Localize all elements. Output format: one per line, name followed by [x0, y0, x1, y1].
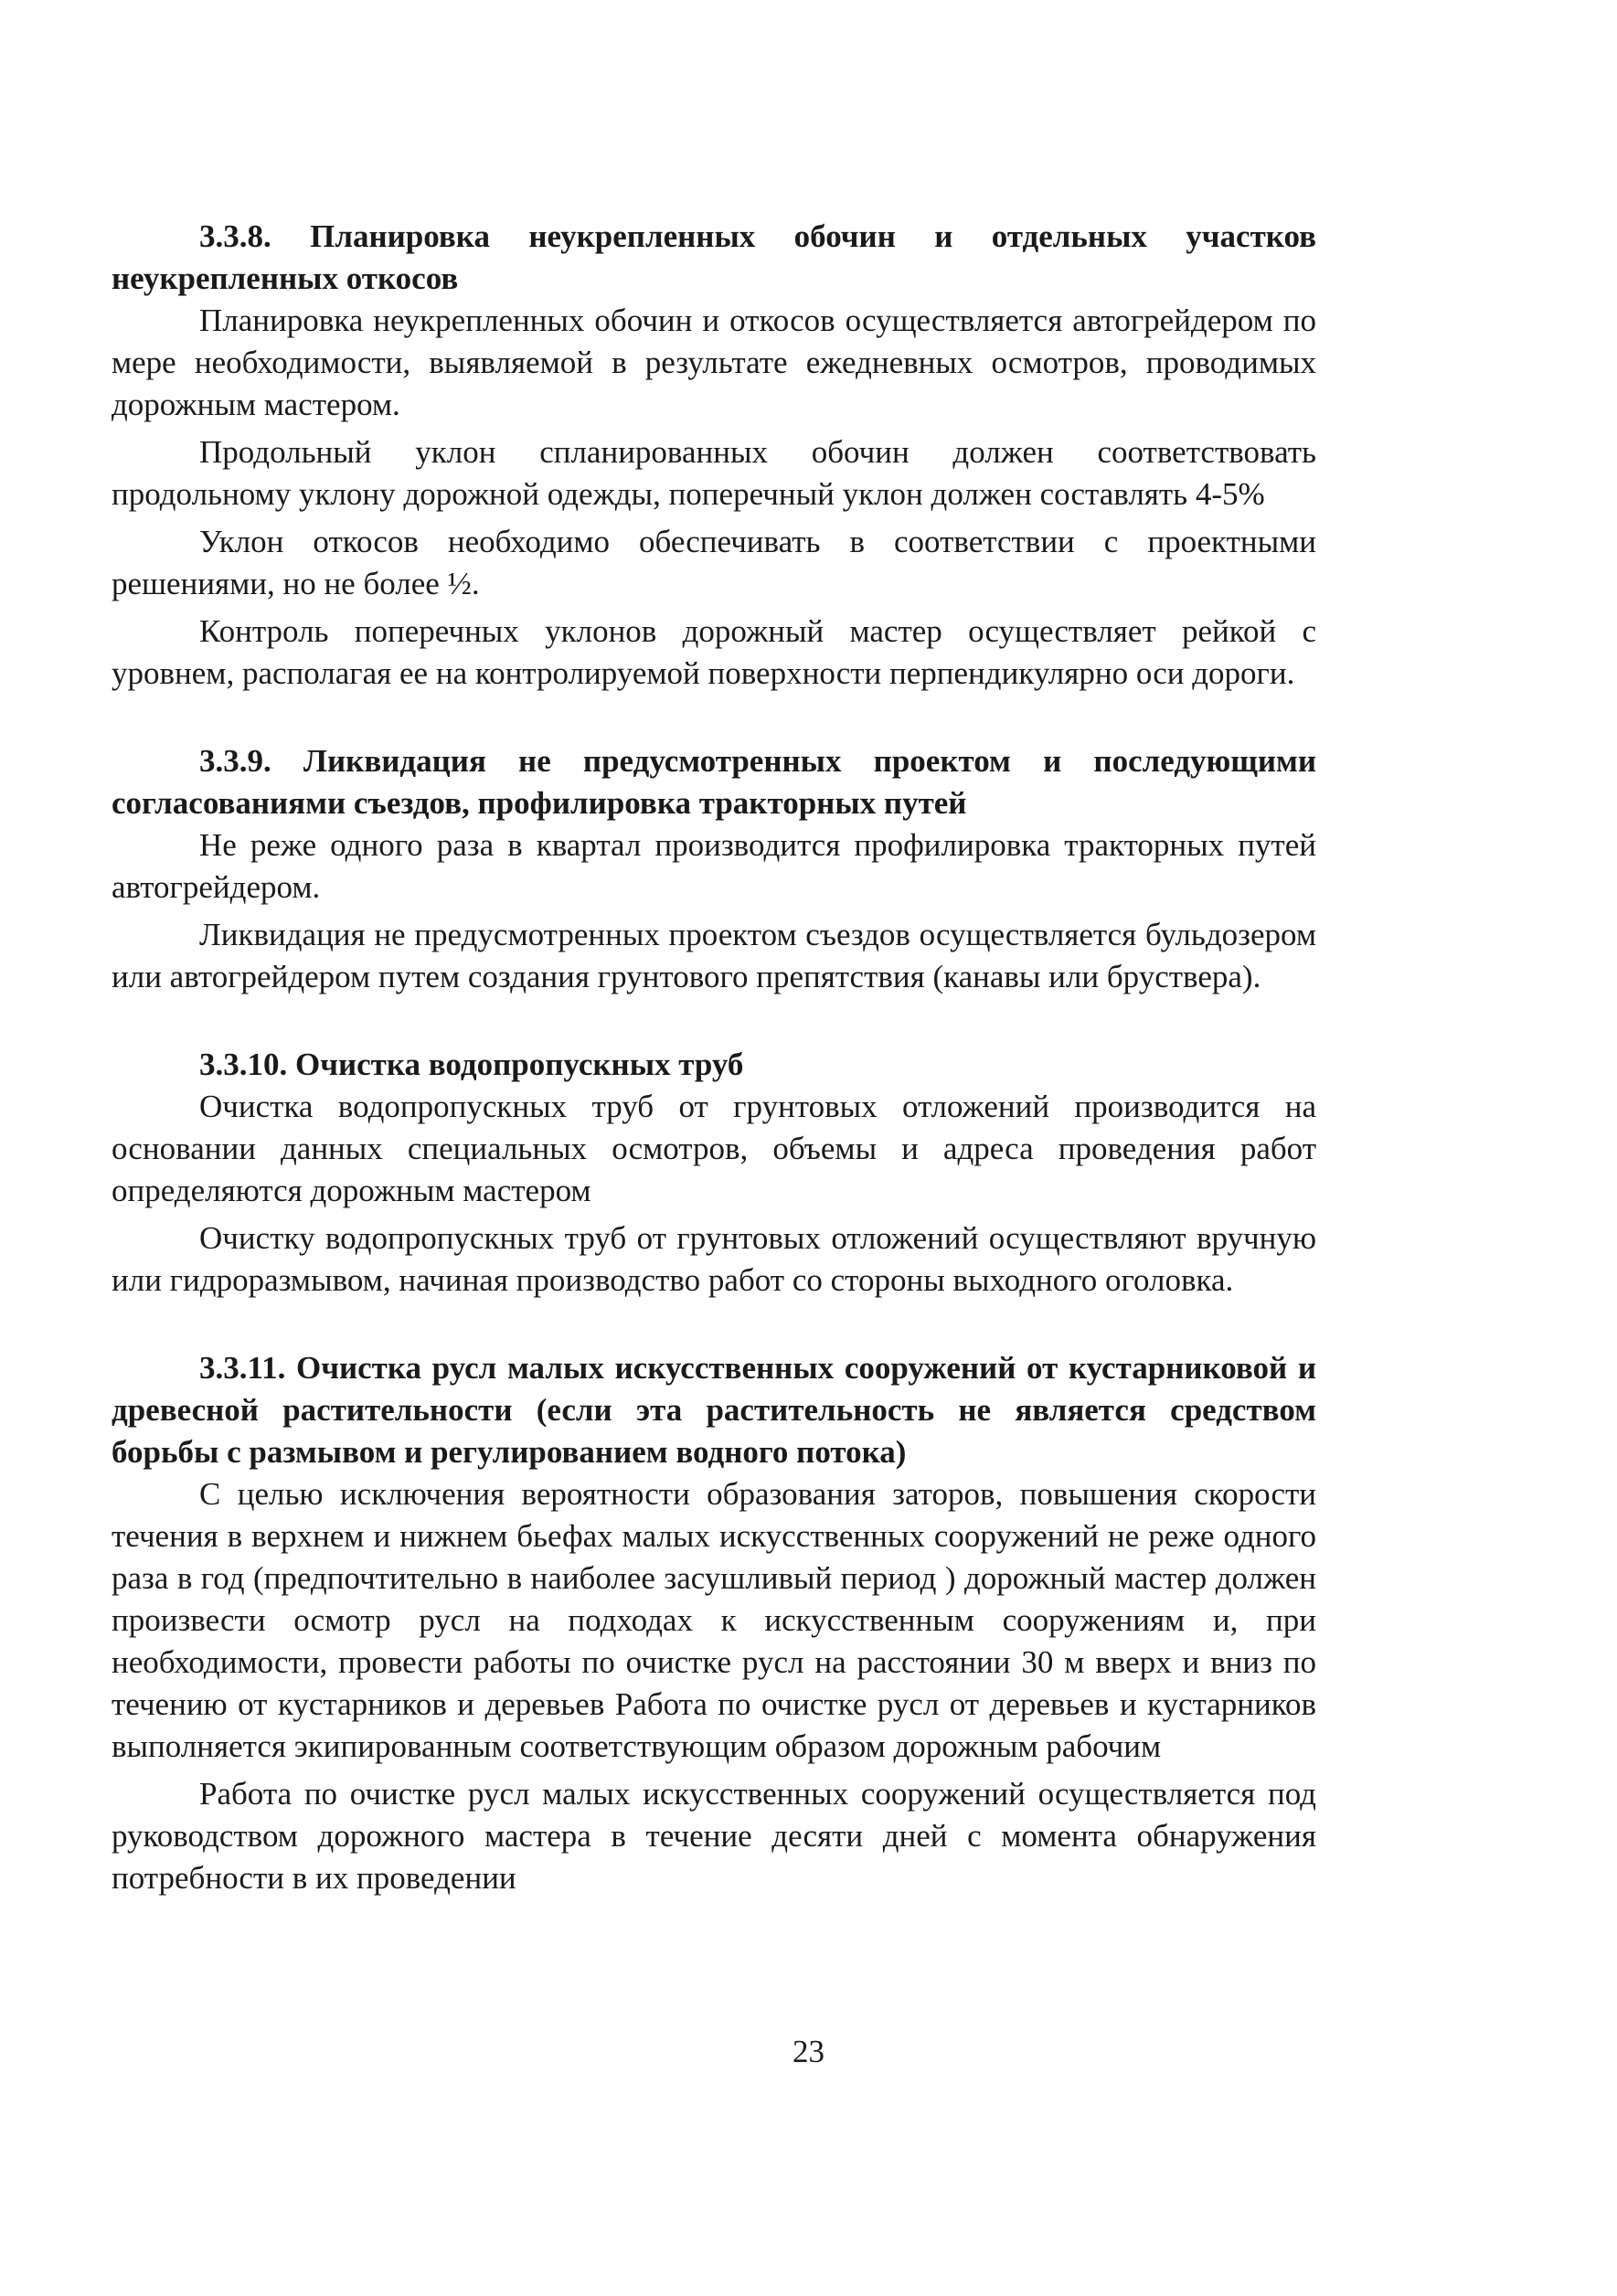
section-heading: 3.3.9. Ликвидация не предусмотренных проектом и последующими согласованиями съездов, профилировка тракторных путей: [112, 743, 1316, 821]
paragraph: Очистка водопропускных труб от грунтовых отложений производится на основании данных специальных осмотров, объемы и адреса проведения работ определяются дорожным мастером: [112, 1089, 1316, 1208]
section-3-3-8: [112, 216, 1316, 695]
paragraph: Продольный уклон спланированных обочин должен соответствовать продольному уклону дорожной одежды, поперечный уклон должен составлять 4-5%: [112, 434, 1316, 512]
section-spacer: [112, 1004, 1316, 1044]
paragraph: Очистку водопропускных труб от грунтовых отложений осуществляют вручную или гидроразмывом, начиная производство работ со стороны выходного оголовка.: [112, 1220, 1316, 1298]
section-heading: 3.3.10. Очистка водопропускных труб: [199, 1047, 744, 1082]
paragraph: Уклон откосов необходимо обеспечивать в соответствии с проектными решениями, но не более ½.: [112, 524, 1316, 601]
section-3-3-9: [112, 740, 1316, 998]
section-heading: 3.3.8. Планировка неукрепленных обочин и отдельных участков неукрепленных откосов: [112, 218, 1316, 296]
paragraph: Контроль поперечных уклонов дорожный мастер осуществляет рейкой с уровнем, располагая ее на контролируемой поверхности перпендикулярно оси дороги.: [112, 613, 1316, 691]
paragraph: Ликвидация не предусмотренных проектом съездов осуществляется бульдозером или автогрейдером путем создания грунтового препятствия (канавы или бруствера).: [112, 917, 1316, 994]
paragraph: Не реже одного раза в квартал производится профилировка тракторных путей автогрейдером.: [112, 827, 1316, 905]
paragraph: Работа по очистке русл малых искусственных сооружений осуществляется под руководством дорожного мастера в течение десяти дней с момента обнаружения потребности в их проведении: [112, 1776, 1316, 1896]
section-3-3-10: [112, 1044, 1316, 1302]
section-spacer: [112, 700, 1316, 740]
page-number: 23: [793, 2034, 824, 2069]
section-spacer: [112, 1307, 1316, 1347]
section-3-3-11: [112, 1347, 1316, 1899]
paragraph: Планировка неукрепленных обочин и откосов осуществляется автогрейдером по мере необходимости, выявляемой в результате ежедневных осмотров, проводимых дорожным мастером.: [112, 303, 1316, 422]
section-heading: 3.3.11. Очистка русл малых искусственных сооружений от кустарниковой и древесной растительности (если эта растительность не является средством борьбы с размывом и регулированием водного потока): [112, 1350, 1316, 1470]
document-page: [112, 216, 1316, 1905]
paragraph: С целью исключения вероятности образования заторов, повышения скорости течения в верхнем и нижнем бьефах малых искусственных сооружений не реже одного раза в год (предпочтительно в наиболее засушливый период ) дорожный мастер должен произвести осмотр русл на подходах к искусственным сооружениям и, при необходимости, провести работы по очистке русл на расстоянии 30 м вверх и вниз по течению от кустарников и деревьев Работа по очистке русл от деревьев и кустарников выполняется экипированным соответствующим образом дорожным рабочим: [112, 1476, 1316, 1764]
